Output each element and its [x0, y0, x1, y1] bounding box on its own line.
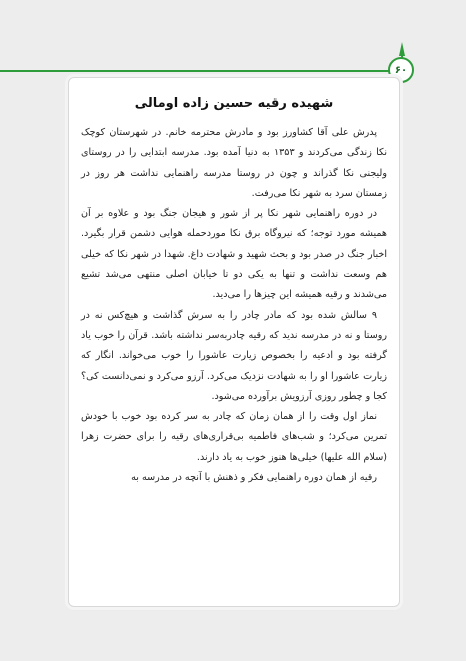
paragraph-5: رقیه از همان دوره راهنمایی فکر و ذهنش با آنچه در مدرسه به: [131, 472, 377, 484]
page-content: [81, 96, 387, 488]
paragraph-2: در دوره راهنمایی شهر نکا پر از شور و هیجان جنگ بود و علاوه بر آن همیشه مورد توجه؛ که نیروگاه برق نکا موردحمله هوایی دشمن قرار بگیرد. اخبار جنگ در صدر بود و بحث شهید و شهادت داغ. شهدا در شهر نکا که خیلی هم وسعت نداشت و تنها به یکی دو تا خیابان اصلی منتهی می‌شد تشیع می‌شدند و رقیه همیشه این چیزها را می‌دید.: [81, 208, 387, 301]
paragraph-4: نماز اول وقت را از همان زمان که چادر به سر کرده بود خوب با خودش تمرین می‌کرد؛ و شب‌های فاطمیه بی‌قراری‌های رقیه را برای حضرت زهرا (سلام الله علیها) خیلی‌ها هنوز خوب به یاد دارند.: [81, 411, 387, 463]
paragraph-3: ۹ سالش شده بود که مادر چادر را به سرش گذاشت و هیچ‌کس نه در روستا و نه در مدرسه ندید که رقیه چادربه‌سر نداشته باشد. قرآن را خوب یاد گرفته بود و ادعیه را بخصوص زیارت عاشورا را خوب می‌خواند. انگار که زیارت عاشورا او را به شهادت نزدیک می‌کرد. آرزو می‌کرد و نمی‌دانست کی؟ کجا و چطور روزی آرزویش برآورده می‌شود.: [81, 309, 387, 402]
page-title: شهیده رقیه حسین زاده اومالی: [134, 96, 334, 111]
page-number-badge: ۶۰: [388, 57, 414, 83]
page-card: [68, 77, 400, 607]
decorative-spike-icon: [399, 42, 405, 56]
decorative-green-line-horizontal: [0, 70, 402, 72]
paragraph-1: پدرش علی آقا کشاورز بود و مادرش محترمه خانم. در شهرستان کوچک نکا زندگی می‌کردند و ۱۳۵۳ به دنیا آمده بود. مدرسه ابتدایی را در روستای ولیجنی نکا گذراند و چون در روستا مدرسه راهنمایی نداشت هر روز در زمستان سرد به شهر نکا می‌رفت.: [81, 127, 387, 199]
